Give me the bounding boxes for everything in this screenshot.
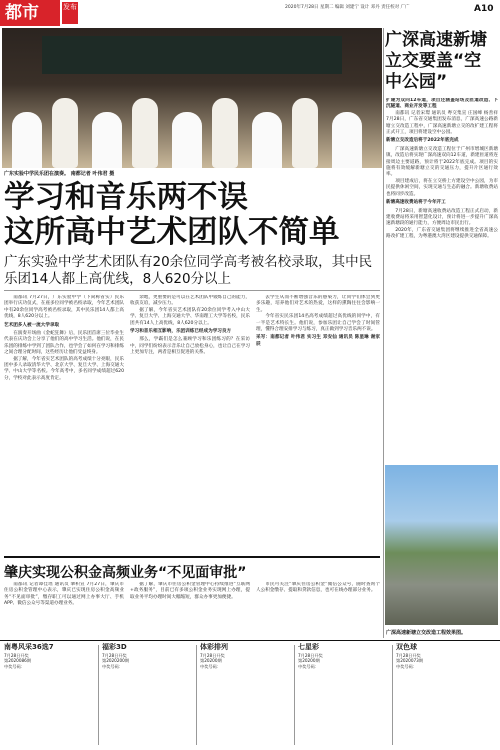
article-paragraph: 据了解，今年省实艺术团队有20余位同学考入中山大学、复旦大学、上海交通大学、华南理工大学等名校，民乐团共有14人上高优线，8人620分以上。 xyxy=(130,307,250,326)
lottery-line: 中奖号码： xyxy=(396,663,417,669)
lottery-line: 第20200期 xyxy=(200,658,222,664)
article-paragraph: 余地，更重要的是可以在艺术团队中锻炼自己的能力，收获友谊，减少压力。 xyxy=(130,295,250,307)
feature-photo-caption: 广深高速新塘立交改造工程效果图。 xyxy=(386,630,467,636)
divider xyxy=(4,290,380,291)
bottom-article-column-3 xyxy=(256,582,380,637)
article-paragraph: 在演奏开场曲《金蛇狂舞》后，民乐团首席三位毕业生代表在庆功会上分享了他们的高中学习生活。他们说，在民乐团的排练中学到了团队合作，也学会了如何在学习和排练之间合理分配时间，这些经历让他们受益终身。 xyxy=(4,331,124,356)
bottom-headline: 肇庆实现公积金高频业务“不见面审批” xyxy=(4,565,247,581)
feature-body xyxy=(386,98,498,463)
lottery-block xyxy=(298,645,390,669)
feature-headline: 广深高速新塘立交要盖“空中公园” xyxy=(385,30,487,92)
lottery-line: 第20200期 xyxy=(298,658,320,664)
lottery-block xyxy=(200,645,292,669)
feature-paragraph: 2020年，广东省交通集团将继续推进全省高速公路改扩建工程，为粤港澳大湾区建设提供交通保障。 xyxy=(386,227,498,240)
feature-byline: 南都讯 记者宋璟 通讯员 粤交集宣 庄国峰 杨善祥 7月28日，广东省交通集团发布消息，广深高速公路新塘立交改造工程中，广深高速新塘立交的改扩建工程将正式开工，项目将建设空中公园。 xyxy=(386,110,498,136)
lottery-line: 7月28日开奖 xyxy=(4,652,29,658)
photo-caption: 广东实验中学民乐团在演奏。 南都记者 叶伟君 摄 xyxy=(4,171,115,177)
lottery-title: 福彩3D xyxy=(102,643,127,651)
article-paragraph: 今年省实民乐团14名高考成绩超过高优线的同学中，有一半是艺术特长生。他们说，参加乐团让自己学会了时间管理，懂得合理安排学习与练习，真正做到学习音乐两不误。 xyxy=(256,314,380,333)
lottery-block xyxy=(396,645,496,669)
lottery-block xyxy=(102,645,194,669)
section-masthead xyxy=(0,0,60,26)
page-number: A10 xyxy=(474,4,494,14)
article-column-3 xyxy=(256,295,380,555)
article-paragraph: 据了解，今年省实艺术团队的高考成绩十分亮眼，民乐团中多人录取清华大学、北京大学、复旦大学、上海交通大学、中山大学等名校。今年高考中，多名同学成绩超过620分，学校对此表示高度肯定。 xyxy=(4,356,124,381)
lottery-line: 7月28日开奖 xyxy=(396,652,421,658)
feature-paragraph: 广深高速新塘立交改造工程位于广州市增城区新塘镇，改造后将实现广深高速双向12车道，新建匝道将连接周边主要道路，预计将于2022年底完成。项目的实施将有效缓解新塘立交的交通压力，提升片区通行效率。 xyxy=(386,146,498,178)
lottery-title: 双色球 xyxy=(396,643,417,651)
main-headline: 学习和音乐两不误 这所高中艺术团队不简单 xyxy=(4,180,340,250)
article-subheading: 艺术团多人被一流大学录取 xyxy=(4,322,60,328)
lottery-line: 7月28日开奖 xyxy=(102,652,127,658)
lottery-title: 体彩排列 xyxy=(200,643,228,651)
section-tag: 发布 xyxy=(62,2,78,24)
article-paragraph: 那么，学霸们是怎么兼顾学习和乐团练习的？在采访中，同学们纷纷表示音乐让自己放松身心，也让自己在学习上更加专注，两者是相互促进的关系。 xyxy=(130,337,250,356)
feature-paragraph: 项目建成后，将在立交桥上方建设空中公园，为市民提供休闲空间，实现交通与生态的融合。新塘收费站也将同步改造。 xyxy=(386,178,498,197)
lottery-line: 第2020073期 xyxy=(396,658,424,664)
feature-subheading: 新塘立交改造后将于2022年底完成 xyxy=(386,138,459,144)
article-credits: 采写：南都记者 叶伟君 实习生 邓安仙 通讯员 陈星琳 谢家辰 xyxy=(256,335,380,347)
article-paragraph: 据了解，肇庆市住房公积金管理中心持续推进“互联网+政务服务”，目前已有多项公积金业务实现网上办理，提取业务平均办理时间大幅缩短，群众办事更加便捷。 xyxy=(130,582,250,600)
article-byline: 南都讯 7月27日，广东实验中学（下简称省实）民乐团举行庆功仪式，在座多位同学被名校录取，今年艺术团队中有20余位同学高考被名校录取，其中民乐团14人都上高优线，8人620分以上。 xyxy=(4,295,124,320)
bottom-article-column-2 xyxy=(130,582,250,637)
feature-paragraph: 7月28日，新塘高速收费站改造工程正式启动，新建收费站将采用智慧化设计，预计将进一步提升广深高速新塘段的通行能力，方便周边市民出行。 xyxy=(386,208,498,227)
lottery-line: 中奖号码： xyxy=(298,663,319,669)
article-paragraph: 去学生从而不断增强音乐的感染力，让同学们体会到更多乐趣，培养他们对艺术的热爱，这样的熏陶往往会影响一生。 xyxy=(256,295,380,313)
article-column-1 xyxy=(4,295,124,555)
lottery-line: 第2020200期 xyxy=(102,658,130,664)
lottery-block xyxy=(4,645,96,669)
article-byline: 南都讯 记者谭佳瑶 通讯员 肇积宣 7月27日，肇庆市住房公积金管理中心表示，肇庆已实现住房公积金高频业务“不见面审批”，缴存职工可以通过网上办事大厅、手机APP、微信公众号等渠道办理业务。 xyxy=(4,582,124,607)
lottery-title: 南粤风采36选7 xyxy=(4,643,54,651)
issue-info: 2020年7月28日 星期二 编辑 刘建宁 设计 邓丹 责任校对 广广 xyxy=(285,5,410,10)
lottery-line: 中奖号码： xyxy=(200,663,221,669)
divider xyxy=(4,556,380,558)
section-name: 都市 xyxy=(5,3,39,23)
feature-lead: 扩建为双向12车道，项目还涵盖站场及匝道改造、下沉隧道、商业开发等工程 xyxy=(386,98,498,110)
orchestra-photo xyxy=(2,28,382,168)
lottery-line: 中奖号码： xyxy=(4,663,25,669)
feature-subheading: 新塘高速收费站将于今年开工 xyxy=(386,200,446,206)
lottery-line: 第2020086期 xyxy=(4,658,32,664)
column-divider xyxy=(383,28,384,638)
bottom-article-column-1 xyxy=(4,582,124,637)
lottery-line: 中奖号码： xyxy=(102,663,123,669)
main-subhead: 广东实验中学艺术团队有20余位同学高考被名校录取，其中民乐团14人都上高优线，8人620分以上 xyxy=(4,254,373,287)
interchange-rendering xyxy=(385,465,498,625)
lottery-title: 七星彩 xyxy=(298,643,319,651)
article-paragraph: 市民可关注“肇庆住房公积金”微信公众号，随时查询个人公积金缴存、提取和贷款信息，也可在线办理部分业务。 xyxy=(256,582,380,594)
article-column-2 xyxy=(130,295,250,555)
lottery-line: 7月28日开奖 xyxy=(200,652,225,658)
lottery-strip xyxy=(0,640,500,750)
lottery-line: 7月28日开奖 xyxy=(298,652,323,658)
article-subheading: 学习和音乐相互影响，乐团训练已经成为学习良方 xyxy=(130,329,232,335)
